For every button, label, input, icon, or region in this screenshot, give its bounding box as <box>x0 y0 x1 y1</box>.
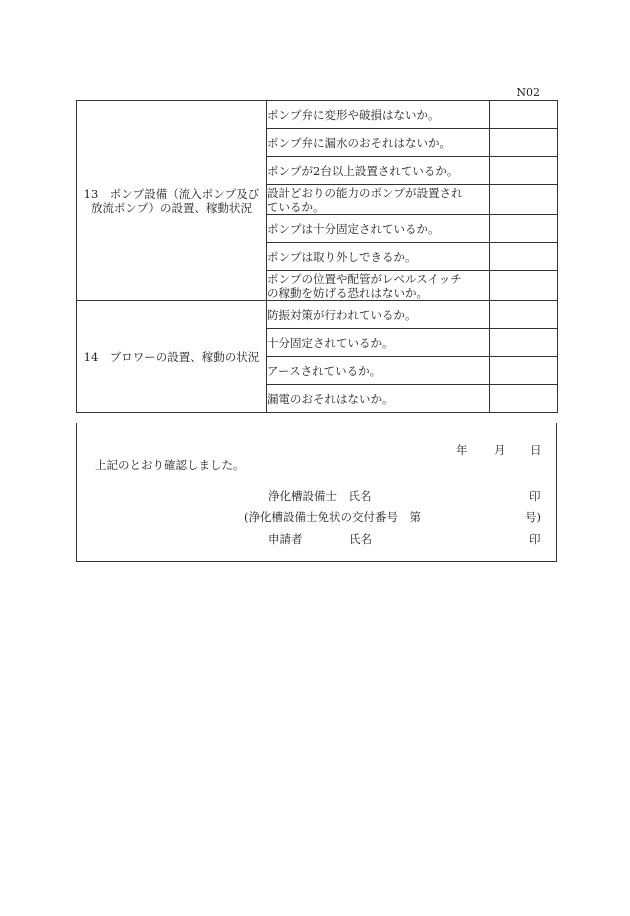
page-number: N02 <box>516 86 540 99</box>
applicant-label: 申請者 <box>268 532 303 546</box>
check-item: 十分固定されているか。 <box>267 329 490 357</box>
seal-mark: 印 <box>529 489 541 503</box>
category-cell-13: 13 ポンプ設備（流入ポンプ及び 放流ポンプ）の設置、稼動状況 <box>77 101 267 301</box>
checklist-table <box>76 100 558 413</box>
check-item: ポンプの位置や配管がレベルスイッチ の稼動を妨げる恐れはないか。 <box>267 271 490 301</box>
seal-mark: 印 <box>529 532 541 546</box>
category-cell-14: 14 ブロワーの設置、稼動の状況 <box>77 301 267 413</box>
check-item: ポンプは十分固定されているか。 <box>267 215 490 243</box>
check-item: ポンプ弁に変形や破損はないか。 <box>267 101 490 129</box>
check-item: アースされているか。 <box>267 357 490 385</box>
check-box-cell[interactable] <box>490 329 558 357</box>
declaration-box <box>76 423 557 562</box>
check-box-cell[interactable] <box>490 101 558 129</box>
statement-text: 上記のとおり確認しました。 <box>95 458 245 472</box>
check-box-cell[interactable] <box>490 215 558 243</box>
table-row <box>77 101 558 129</box>
check-box-cell[interactable] <box>490 129 558 157</box>
check-item: 設計どおりの能力のポンプが設置され ているか。 <box>267 185 490 215</box>
check-box-cell[interactable] <box>490 157 558 185</box>
check-item: ポンプ弁に漏水のおそれはないか。 <box>267 129 490 157</box>
year-label: 年 <box>456 443 468 457</box>
check-box-cell[interactable] <box>490 385 558 413</box>
license-number-label: (浄化槽設備士免状の交付番号 第 <box>244 510 421 524</box>
check-box-cell[interactable] <box>490 243 558 271</box>
table-row <box>77 301 558 329</box>
check-item: 漏電のおそれはないか。 <box>267 385 490 413</box>
applicant-name-label: 氏名 <box>349 532 372 546</box>
check-box-cell[interactable] <box>490 185 558 215</box>
month-label: 月 <box>494 443 506 457</box>
check-box-cell[interactable] <box>490 301 558 329</box>
check-box-cell[interactable] <box>490 357 558 385</box>
check-item: ポンプが2台以上設置されているか。 <box>267 157 490 185</box>
check-item: 防振対策が行われているか。 <box>267 301 490 329</box>
installer-name-label: 浄化槽設備士 氏名 <box>268 489 372 503</box>
check-box-cell[interactable] <box>490 271 558 301</box>
check-item: ポンプは取り外しできるか。 <box>267 243 490 271</box>
license-number-suffix: 号) <box>525 510 541 524</box>
day-label: 日 <box>530 443 542 457</box>
